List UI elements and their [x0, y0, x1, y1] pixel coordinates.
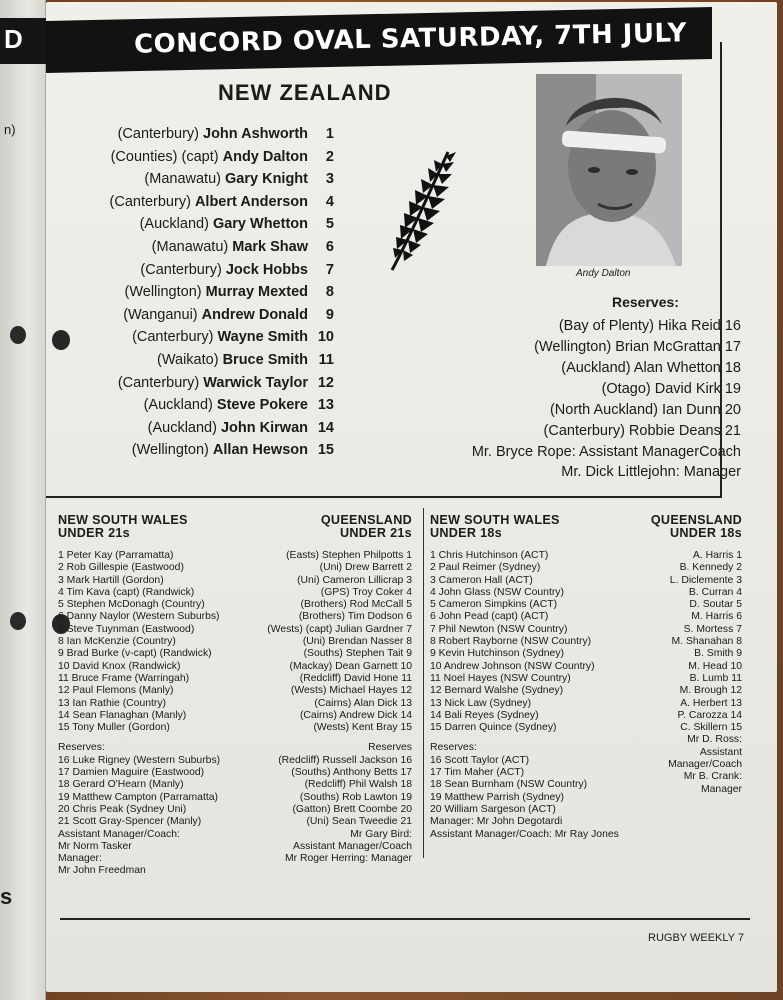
qld-u18-player: M. Head 10: [688, 660, 742, 672]
qld-u18-player: P. Carozza 14: [677, 709, 742, 721]
nsw-u21-title: NEW SOUTH WALES: [58, 513, 188, 527]
punch-hole: [10, 326, 26, 344]
photo-caption: Andy Dalton: [576, 268, 631, 279]
qld-u21-player: (Cairns) Alan Dick 13: [314, 697, 412, 709]
qld-u21-reserves-title: Reserves: [368, 742, 412, 754]
qld-u21-reserve: (Gatton) Brett Coombe 20: [292, 803, 412, 815]
nsw-u18-reserve: 18 Sean Burnham (NSW Country): [430, 779, 588, 791]
nsw-u18-player: 1 Chris Hutchinson (ACT): [430, 550, 549, 561]
qld-u18-player: M. Brough 12: [679, 685, 742, 697]
qld-u21-player: (Wests) Michael Hayes 12: [290, 685, 412, 697]
qld-u21-player: (Mackay) Dean Garnett 10: [289, 660, 412, 672]
nsw-u21-player: 7 Steve Tuynman (Eastwood): [58, 623, 195, 635]
qld-u21-title: QUEENSLAND: [320, 513, 412, 527]
nsw-u21-player: 8 Ian McKenzie (Country): [58, 636, 176, 648]
qld-u18-player: B. Curran 4: [688, 586, 742, 598]
qld-u18-player: B. Smith 9: [694, 648, 742, 660]
qld-u18-player: M. Harris 6: [691, 611, 742, 623]
program-page: [46, 2, 777, 992]
nsw-u21-reserve: 17 Damien Maguire (Eastwood): [58, 767, 205, 779]
qld-u18-staff: Mr D. Ross:: [687, 734, 742, 746]
qld-u21-player: (Wests) (capt) Julian Gardner 7: [267, 623, 412, 635]
qld-u21-player: (Cairns) Andrew Dick 14: [299, 709, 412, 721]
nsw-u21-reserves-title: Reserves:: [58, 742, 105, 754]
nsw-u21-staff: Mr John Freedman: [58, 865, 146, 877]
nz-staff-row: Mr. Dick Littlejohn: Manager: [561, 464, 741, 480]
bottom-rule: [60, 918, 750, 920]
qld-u21-reserve: (Redcliff) Phil Walsh 18: [304, 779, 412, 791]
nz-player-row: (Wanganui) Andrew Donald 9: [123, 306, 334, 323]
nsw-u18-player: 3 Cameron Hall (ACT): [430, 574, 533, 586]
qld-u18-player: A. Herbert 13: [680, 697, 742, 709]
nz-player-row: (Wellington) Allan Hewson 15: [131, 442, 334, 459]
nz-reserves-title: Reserves:: [612, 294, 679, 310]
qld-u18-title: QUEENSLAND: [650, 513, 742, 527]
nz-player-row: (Canterbury) Albert Anderson 4: [109, 193, 334, 210]
left-page-banner: [0, 18, 46, 64]
nsw-u21-player: 15 Tony Muller (Gordon): [58, 722, 170, 734]
qld-u18-player: B. Lumb 11: [689, 672, 742, 684]
qld-u21-staff: Mr Gary Bird:: [350, 828, 412, 840]
nsw-u18-player: 13 Nick Law (Sydney): [430, 697, 532, 709]
nz-player-row: (Auckland) Gary Whetton 5: [139, 216, 334, 233]
nz-reserve-row: (Wellington) Brian McGrattan 17: [534, 339, 741, 355]
nz-player-row: (Counties) (capt) Andy Dalton 2: [110, 148, 334, 165]
nz-player-row: (Manawatu) Mark Shaw 6: [151, 239, 334, 255]
qld-u21-player: (Uni) Cameron Lillicrap 3: [297, 574, 412, 586]
nz-player-row: (Waikato) Bruce Smith 11: [157, 352, 334, 368]
nsw-u18-player: 11 Noel Hayes (NSW Country): [430, 672, 571, 684]
nz-reserve-row: (Canterbury) Robbie Deans 21: [543, 423, 741, 439]
nsw-u21-player: 4 Tim Kava (capt) (Randwick): [58, 586, 195, 598]
qld-u21-staff: Assistant Manager/Coach: [293, 840, 412, 852]
nsw-u18-player: 9 Kevin Hutchinson (Sydney): [430, 648, 564, 660]
nsw-u21-reserve: 20 Chris Peak (Sydney Uni): [58, 803, 187, 815]
left-page-text: n): [4, 122, 16, 137]
nz-reserve-row: (North Auckland) Ian Dunn 20: [549, 402, 741, 418]
nsw-u18-subtitle: UNDER 18s: [430, 526, 502, 540]
qld-u21-reserve: (Souths) Anthony Betts 17: [291, 767, 412, 779]
nsw-u21-player: 2 Rob Gillespie (Eastwood): [58, 562, 184, 574]
nsw-u18-player: 10 Andrew Johnson (NSW Country): [430, 660, 595, 672]
qld-u18-player: L. Diclemente 3: [669, 574, 742, 586]
nsw-u18-title: NEW SOUTH WALES: [430, 513, 560, 527]
qld-u18-column: [634, 514, 742, 796]
nsw-u21-staff: Manager:: [58, 853, 102, 865]
qld-u21-player: (Easts) Stephen Philpotts 1: [286, 550, 412, 561]
nsw-u21-reserve: 16 Luke Rigney (Western Suburbs): [58, 754, 221, 766]
nsw-u21-player: 5 Stephen McDonagh (Country): [58, 599, 205, 611]
nsw-u21-player: 11 Bruce Frame (Warringah): [58, 672, 190, 684]
qld-u21-reserve: (Uni) Sean Tweedie 21: [306, 816, 412, 828]
nsw-u21-reserve: 21 Scott Gray-Spencer (Manly): [58, 816, 202, 828]
nsw-u18-column: [430, 514, 630, 841]
nsw-u18-reserve: 17 Tim Maher (ACT): [430, 767, 525, 779]
nsw-u21-player: 1 Peter Kay (Parramatta): [58, 550, 174, 561]
nz-player-row: (Canterbury) Jock Hobbs 7: [140, 261, 334, 278]
nsw-u18-player: 8 Robert Rayborne (NSW Country): [430, 636, 592, 648]
silver-fern-icon: [384, 148, 458, 274]
nsw-u18-player: 2 Paul Reimer (Sydney): [430, 562, 541, 574]
nsw-u21-reserve: 18 Gerard O'Hearn (Manly): [58, 779, 184, 791]
qld-u21-reserve: (Redcliff) Russell Jackson 16: [278, 754, 412, 766]
left-page-banner-char: D: [4, 24, 23, 54]
nsw-u18-player: 5 Cameron Simpkins (ACT): [430, 599, 558, 611]
nz-reserve-row: (Auckland) Alan Whetton 18: [561, 360, 741, 376]
nsw-u21-player: 9 Brad Burke (v-capt) (Randwick): [58, 648, 212, 660]
nsw-u21-staff: Assistant Manager/Coach:: [58, 828, 180, 840]
left-page-edge: [0, 0, 46, 1000]
nsw-u21-player: 13 Ian Rathie (Country): [58, 697, 167, 709]
nz-reserve-row: (Otago) David Kirk 19: [601, 381, 741, 397]
nsw-u21-player: 14 Sean Flanaghan (Manly): [58, 709, 187, 721]
qld-u18-staff: Manager/Coach: [668, 759, 742, 771]
qld-u18-player: M. Shanahan 8: [671, 636, 742, 648]
qld-u18-player: D. Soutar 5: [689, 599, 742, 611]
qld-u18-staff: Manager: [700, 783, 742, 795]
nsw-u21-player: 3 Mark Hartill (Gordon): [58, 574, 164, 586]
nz-player-row: (Canterbury) John Ashworth 1: [117, 126, 334, 142]
nz-player-row: (Canterbury) Wayne Smith 10: [132, 329, 334, 346]
left-page-mark: s: [0, 884, 13, 909]
qld-u18-staff: Assistant: [699, 746, 742, 758]
qld-u21-player: (Wests) Kent Bray 15: [313, 722, 412, 734]
qld-u21-subtitle: UNDER 21s: [340, 526, 412, 540]
nsw-u18-reserves-title: Reserves:: [430, 742, 477, 754]
nsw-u18-reserve: 19 Matthew Parrish (Sydney): [430, 791, 564, 803]
header-title: CONCORD OVAL SATURDAY, 7TH JULY: [133, 18, 688, 60]
nsw-u21-column: [58, 514, 248, 878]
nsw-u18-staff: Assistant Manager/Coach: Mr Ray Jones: [430, 828, 619, 840]
nz-player-row: (Auckland) Steve Pokere 13: [143, 397, 334, 414]
qld-u18-player: S. Mortess 7: [683, 623, 742, 635]
qld-u21-reserve: (Souths) Rob Lawton 19: [299, 791, 412, 803]
qld-u18-subtitle: UNDER 18s: [670, 526, 742, 540]
nsw-u21-reserve: 19 Matthew Campton (Parramatta): [58, 791, 218, 803]
nz-reserve-row: (Bay of Plenty) Hika Reid 16: [558, 318, 741, 334]
page-footer: RUGBY WEEKLY 7: [648, 932, 744, 944]
nz-player-row: (Auckland) John Kirwan 14: [147, 419, 334, 436]
column-divider: [423, 508, 424, 858]
nz-player-row: (Wellington) Murray Mexted 8: [124, 284, 334, 301]
nsw-u18-player: 12 Bernard Walshe (Sydney): [430, 685, 564, 697]
nsw-u18-reserve: 20 William Sargeson (ACT): [430, 803, 556, 815]
qld-u21-player: (Uni) Brendan Nasser 8: [302, 636, 412, 648]
qld-u18-player: A. Harris 1: [692, 550, 742, 561]
nz-title: NEW ZEALAND: [218, 80, 392, 105]
nz-player-row: (Manawatu) Gary Knight 3: [144, 171, 334, 188]
nz-player-row: (Canterbury) Warwick Taylor 12: [117, 374, 334, 391]
player-photo: [536, 74, 682, 266]
nsw-u18-player: 14 Bali Reyes (Sydney): [430, 709, 539, 721]
qld-u18-player: C. Skillern 15: [680, 722, 742, 734]
qld-u18-staff: Mr B. Crank:: [683, 771, 742, 783]
nz-staff-row: Mr. Bryce Rope: Assistant ManagerCoach: [471, 444, 741, 460]
nsw-u18-player: 15 Darren Quince (Sydney): [430, 722, 557, 734]
qld-u21-column: [250, 514, 412, 865]
qld-u18-player: B. Kennedy 2: [679, 562, 742, 574]
nsw-u21-staff: Mr Norm Tasker: [58, 840, 132, 852]
nsw-u18-reserve: 16 Scott Taylor (ACT): [430, 754, 530, 766]
nsw-u21-player: 12 Paul Flemons (Manly): [58, 685, 174, 697]
qld-u21-player: (GPS) Troy Coker 4: [320, 586, 412, 598]
qld-u21-staff: Mr Roger Herring: Manager: [284, 853, 412, 865]
qld-u21-player: (Redcliff) David Hone 11: [299, 672, 412, 684]
nsw-u21-player: 10 David Knox (Randwick): [58, 660, 181, 672]
nsw-u18-player: 4 John Glass (NSW Country): [430, 586, 564, 598]
nsw-u21-player: 6 Danny Naylor (Western Suburbs): [58, 611, 220, 623]
qld-u21-player: (Brothers) Rod McCall 5: [300, 599, 412, 611]
nsw-u18-player: 7 Phil Newton (NSW Country): [430, 623, 568, 635]
nsw-u18-staff: Manager: Mr John Degotardi: [430, 816, 563, 828]
qld-u21-player: (Brothers) Tim Dodson 6: [298, 611, 412, 623]
nsw-u18-player: 6 John Pead (capt) (ACT): [430, 611, 549, 623]
punch-hole: [10, 612, 26, 630]
qld-u21-player: (Souths) Stephen Tait 9: [303, 648, 412, 660]
nsw-u21-subtitle: UNDER 21s: [58, 526, 130, 540]
qld-u21-player: (Uni) Drew Barrett 2: [319, 562, 412, 574]
